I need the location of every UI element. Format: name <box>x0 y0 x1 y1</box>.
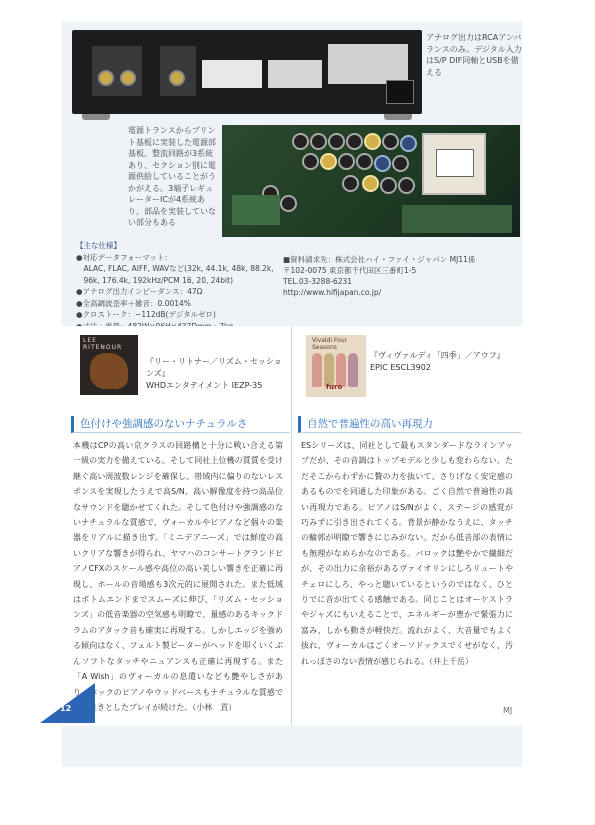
capacitor <box>292 133 309 150</box>
rating-label <box>328 44 408 84</box>
capacitor <box>338 153 355 170</box>
transformer-label <box>436 149 474 177</box>
inside-caption: 電源トランスからプリント基板に実装した電源部基板。整流回路が3系統あり、セクション別に電源供給していることがうかがえる。3端子レギュレーターICが4系統あり、部品を実装していない部分もある <box>128 126 216 227</box>
capacitor <box>362 175 379 192</box>
power-inlet <box>386 80 414 104</box>
headline-a: 色付けや強調感のないナチュラルさ <box>71 416 290 433</box>
internal-photo <box>222 125 520 237</box>
rca-jack-right <box>120 70 136 86</box>
figure <box>312 353 322 387</box>
capacitor <box>382 133 399 150</box>
album-title: 『リー・リトナー／リズム・セッションズ』 <box>146 357 282 378</box>
review-author: （小林 貢） <box>192 702 237 712</box>
capacitor <box>328 133 345 150</box>
review-author: （井上千岳） <box>429 656 473 666</box>
album-label: WHDエンタテイメント IEZP-35 <box>146 381 263 390</box>
capacitor <box>310 133 327 150</box>
sub-board <box>402 205 512 233</box>
review-text: 本機はCPの高い京クラスの回路構と十分に戦い合える第一級の実力を備えている。そして同社上位機の質質を受け継ぐ高い周波数レンジを確保し、帯域内に偏りのないレスポンスを実現したうえで高S/N、高い解像度を持つ高品位なサウンドを聴かせてくれた。そして色付けや強調感のないナチュラルな質感で、ヴォーカルやピアノなど個々の楽器をリアルに描き出す。「ミニデアニーズ」では鮮度の高いクリアな響きが得られ、ヤマハのコンサートグランドピアノCFXのスケール感や高位の高い美しい響きを正確に再現し、ホールの音場感も3次元的に展開された。また低域はボトムエンドまでスムーズに伸び、「リズム・セッションズ」の低音楽器の空気感も明瞭で、量感のあるキックドラムのアタック音も確実に再現する。しかしエッジを強める傾向はなく、フェルト製ビーターがヘッドを叩くいくぶんソフトなタッチやニュアンスも正確に再現する。また「A Wish」のヴォーカルの息遣いなども艶やしさがあり、バックのピアノやウッドベースもナチュラルな質感で生き生きとしたプレイが続けた。 <box>73 441 283 712</box>
specifications <box>76 240 276 332</box>
capacitor <box>346 133 363 150</box>
power-transformer <box>422 133 486 195</box>
album-cover-b <box>306 335 366 397</box>
capacitor <box>400 135 417 152</box>
contact-line: TEL.03-3288-6231 <box>283 277 353 286</box>
foot-right <box>384 114 412 120</box>
album-cover-artist: LEE RITENOUR <box>83 337 123 351</box>
capacitor <box>392 155 409 172</box>
capacitor <box>320 153 337 170</box>
album-info-b <box>370 350 518 374</box>
capacitor <box>374 155 391 172</box>
page-number: 12 <box>60 704 72 713</box>
spec-line: ●全高調波歪率＋雑音：0.0014% <box>76 298 191 308</box>
rear-panel-photo <box>72 30 422 114</box>
spec-line: ALAC, FLAC, AIFF, WAVなど(32k, 44.1k, 48k, 88.2k, <box>76 264 274 273</box>
page-number-tab <box>40 683 95 723</box>
figure <box>348 353 358 387</box>
rca-jack-left <box>98 70 114 86</box>
spec-line: ●対応データフォーマット： <box>76 252 172 262</box>
album-cover-title: Vivaldi Four Seasons <box>312 337 348 351</box>
capacitor <box>398 177 415 194</box>
specs-heading: 【主な仕様】 <box>76 241 121 250</box>
output-plate <box>92 46 142 96</box>
contact-info <box>283 254 513 298</box>
spec-line: ●クロストーク：−112dB(デジタルゼロ) <box>76 310 216 319</box>
capacitor <box>380 177 397 194</box>
contact-line: 〒102-0075 東京都千代田区三番町1-5 <box>283 266 417 275</box>
capacitor <box>280 195 297 212</box>
foot-left <box>82 114 110 120</box>
contact-line: ■資料請求先：株式会社ハイ・ファイ・ジャパン MJ11係 <box>283 255 476 264</box>
capacitor <box>356 153 373 170</box>
spec-line: ●アナログ出力インピーダンス：47Ω <box>76 287 203 296</box>
warning-label <box>202 60 262 88</box>
serial-label <box>268 60 322 88</box>
album-cover-title-2: furo <box>326 383 343 391</box>
rear-caption: アナログ出力はRCAアンバランスのみ。デジタル入力はS/P DIF同軸とUSBを備える <box>426 33 522 77</box>
capacitor <box>342 175 359 192</box>
figure <box>336 353 346 387</box>
review-text: ESシリーズは、同社として最もスタンダードなラインアップだが、その音調はトップモデルと少しも変わらない。ただそこからわずかに贅の力を抜いて、さりげなく安定感のあるものでを同通した印象がある。ごく自然で普遍性の高い再現力である。ピアノはS/Nがよく、ステージの感覚が巧みずに引き出されてくる。背景が静かなうえに、タッチの輪郭が明瞭で響きにじみがない。だから低音部の表情にも無理がなめらかなのである。バロックは艶やかで繊細だが、その出力に余裕があるヴァイオリンにしろリュートやチェロにしろ、やっと聴いているというのではなく、ひとりでに音が出てくる感触である。同じことはオーケストラやジャズにもいえることで、エネルギーが豊かで緊張力に富み、しかも動きが軽快だ。流れがよく、大音量でもよく抜れ、ヴォーカルはごくオーソドックスでくせがなく、汚れっぽさのない表情が感じられる。 <box>301 441 513 666</box>
album-label: EPIC ESCL3902 <box>370 363 431 372</box>
album-cover-a <box>80 335 138 395</box>
coax-jack <box>169 70 185 86</box>
review-body-a <box>73 438 283 715</box>
magazine-name: MJ <box>503 706 513 715</box>
capacitor <box>364 133 381 150</box>
album-title: 『ヴィヴァルディ「四季」／アウフ』 <box>370 351 505 360</box>
figure <box>324 353 334 387</box>
heatsink <box>232 195 280 225</box>
capacitor <box>302 153 319 170</box>
headline-b: 自然で普遍性の高い再現力 <box>298 416 521 433</box>
contact-url: http://www.hifijapan.co.jp/ <box>283 288 382 297</box>
spec-line: 96k, 176.4k, 192kHz/PCM 16, 20, 24bit) <box>76 275 233 285</box>
album-info-a <box>146 356 286 392</box>
guitar-image <box>90 353 128 389</box>
review-body-b <box>301 438 513 669</box>
